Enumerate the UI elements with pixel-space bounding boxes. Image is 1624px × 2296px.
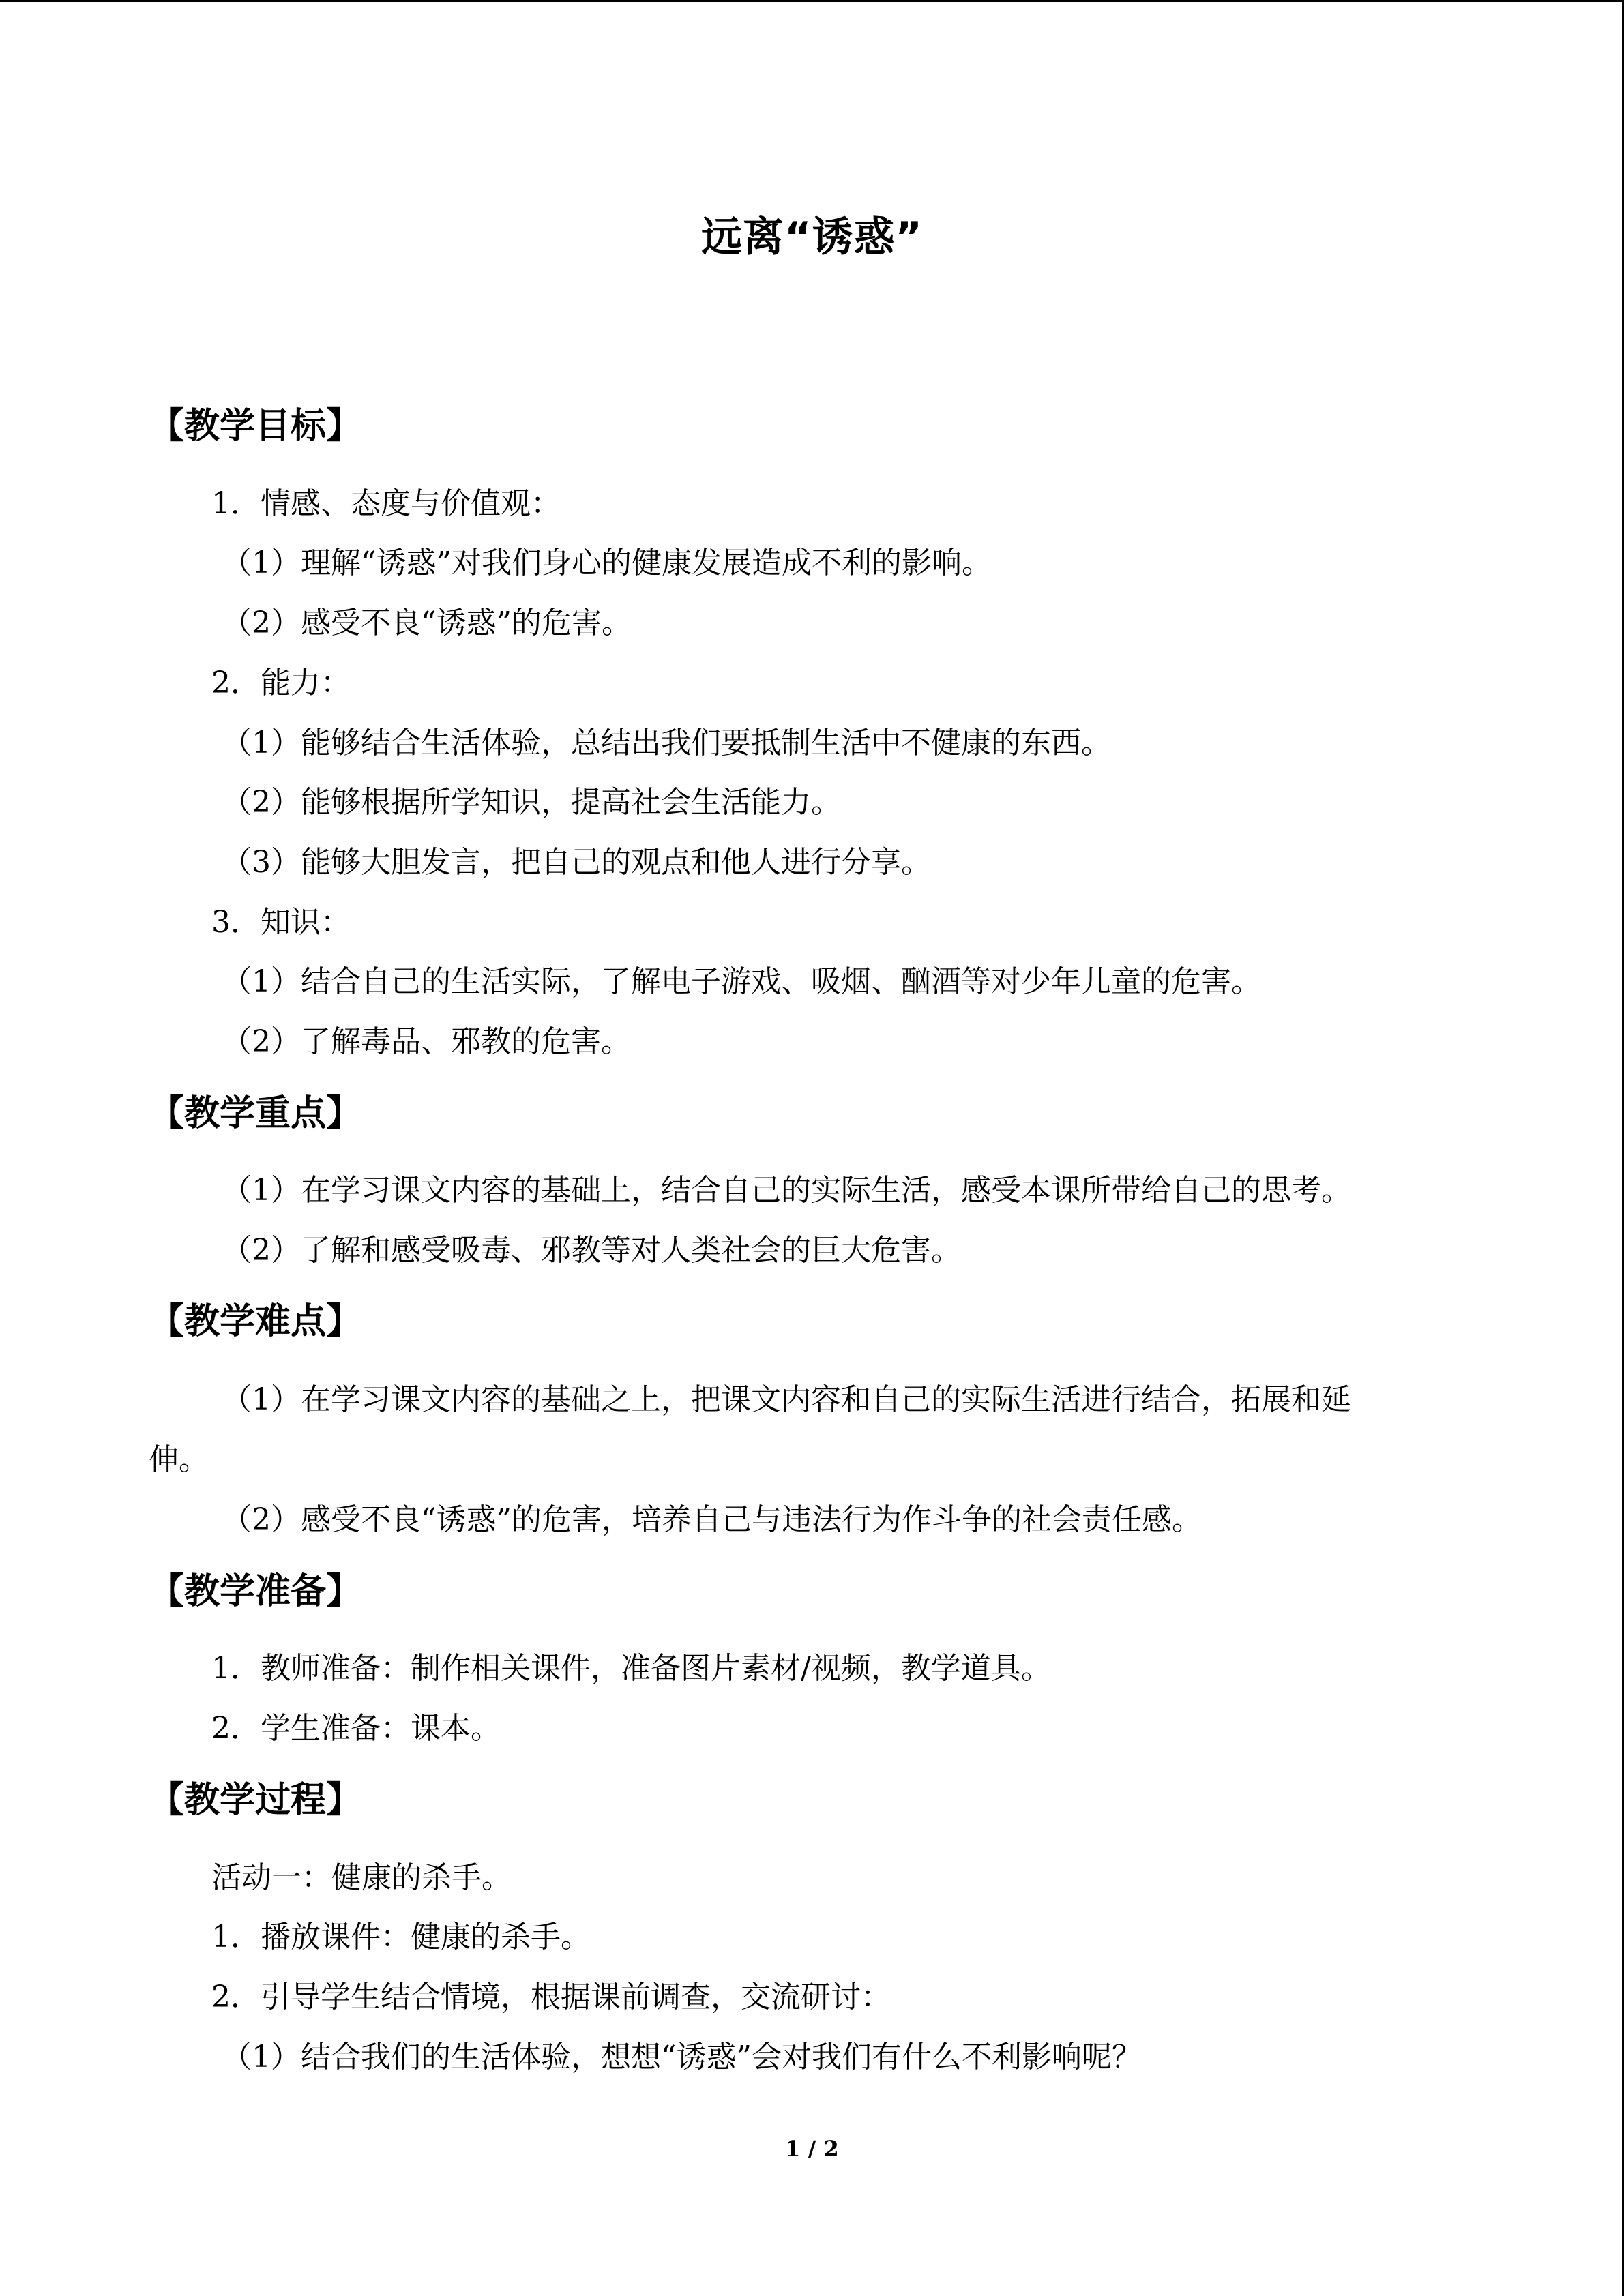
objective-line: （1）结合自己的生活实际，了解电子游戏、吸烟、酗酒等对少年儿童的危害。 bbox=[222, 964, 1261, 999]
process-line: 活动一：健康的杀手。 bbox=[211, 1860, 512, 1895]
page-number: 1 / 2 bbox=[785, 2136, 839, 2162]
objective-line: （1）理解“诱惑”对我们身心的健康发展造成不利的影响。 bbox=[222, 546, 992, 580]
document-title: 远离“诱惑” bbox=[701, 213, 923, 261]
section-heading-preparation: 【教学准备】 bbox=[149, 1571, 362, 1612]
objective-line: 3．知识： bbox=[211, 905, 351, 940]
section-heading-process: 【教学过程】 bbox=[149, 1780, 362, 1821]
process-line: 2．引导学生结合情境，根据课前调查，交流研讨： bbox=[211, 1980, 891, 2014]
key-point-line: （1）在学习课文内容的基础上，结合自己的实际生活，感受本课所带给自己的思考。 bbox=[222, 1173, 1351, 1208]
objective-line: （2）了解毒品、邪教的危害。 bbox=[222, 1024, 631, 1059]
objective-line: （3）能够大胆发言，把自己的观点和他人进行分享。 bbox=[222, 845, 931, 880]
preparation-line: 1．教师准备：制作相关课件，准备图片素材/视频，教学道具。 bbox=[211, 1651, 1051, 1686]
preparation-line: 2．学生准备：课本。 bbox=[211, 1711, 501, 1746]
process-line: 1．播放课件：健康的杀手。 bbox=[211, 1920, 591, 1954]
objective-line: 1．情感、态度与价值观： bbox=[211, 486, 561, 521]
section-heading-objectives: 【教学目标】 bbox=[149, 406, 362, 447]
section-heading-difficulties: 【教学难点】 bbox=[149, 1301, 362, 1342]
difficulty-line: （1）在学习课文内容的基础之上，把课文内容和自己的实际生活进行结合，拓展和延 bbox=[222, 1382, 1351, 1417]
objective-line: （1）能够结合生活体验，总结出我们要抵制生活中不健康的东西。 bbox=[222, 726, 1111, 760]
objective-line: 2．能力： bbox=[211, 666, 351, 700]
objective-line: （2）感受不良“诱惑”的危害。 bbox=[222, 606, 632, 640]
key-point-line: （2）了解和感受吸毒、邪教等对人类社会的巨大危害。 bbox=[222, 1233, 961, 1268]
process-line: （1）结合我们的生活体验，想想“诱惑”会对我们有什么不利影响呢？ bbox=[222, 2040, 1142, 2074]
objective-line: （2）能够根据所学知识，提高社会生活能力。 bbox=[222, 785, 841, 820]
difficulty-line: （2）感受不良“诱惑”的危害，培养自己与违法行为作斗争的社会责任感。 bbox=[222, 1502, 1202, 1537]
difficulty-line: 伸。 bbox=[149, 1442, 209, 1477]
section-heading-key-points: 【教学重点】 bbox=[149, 1093, 362, 1134]
